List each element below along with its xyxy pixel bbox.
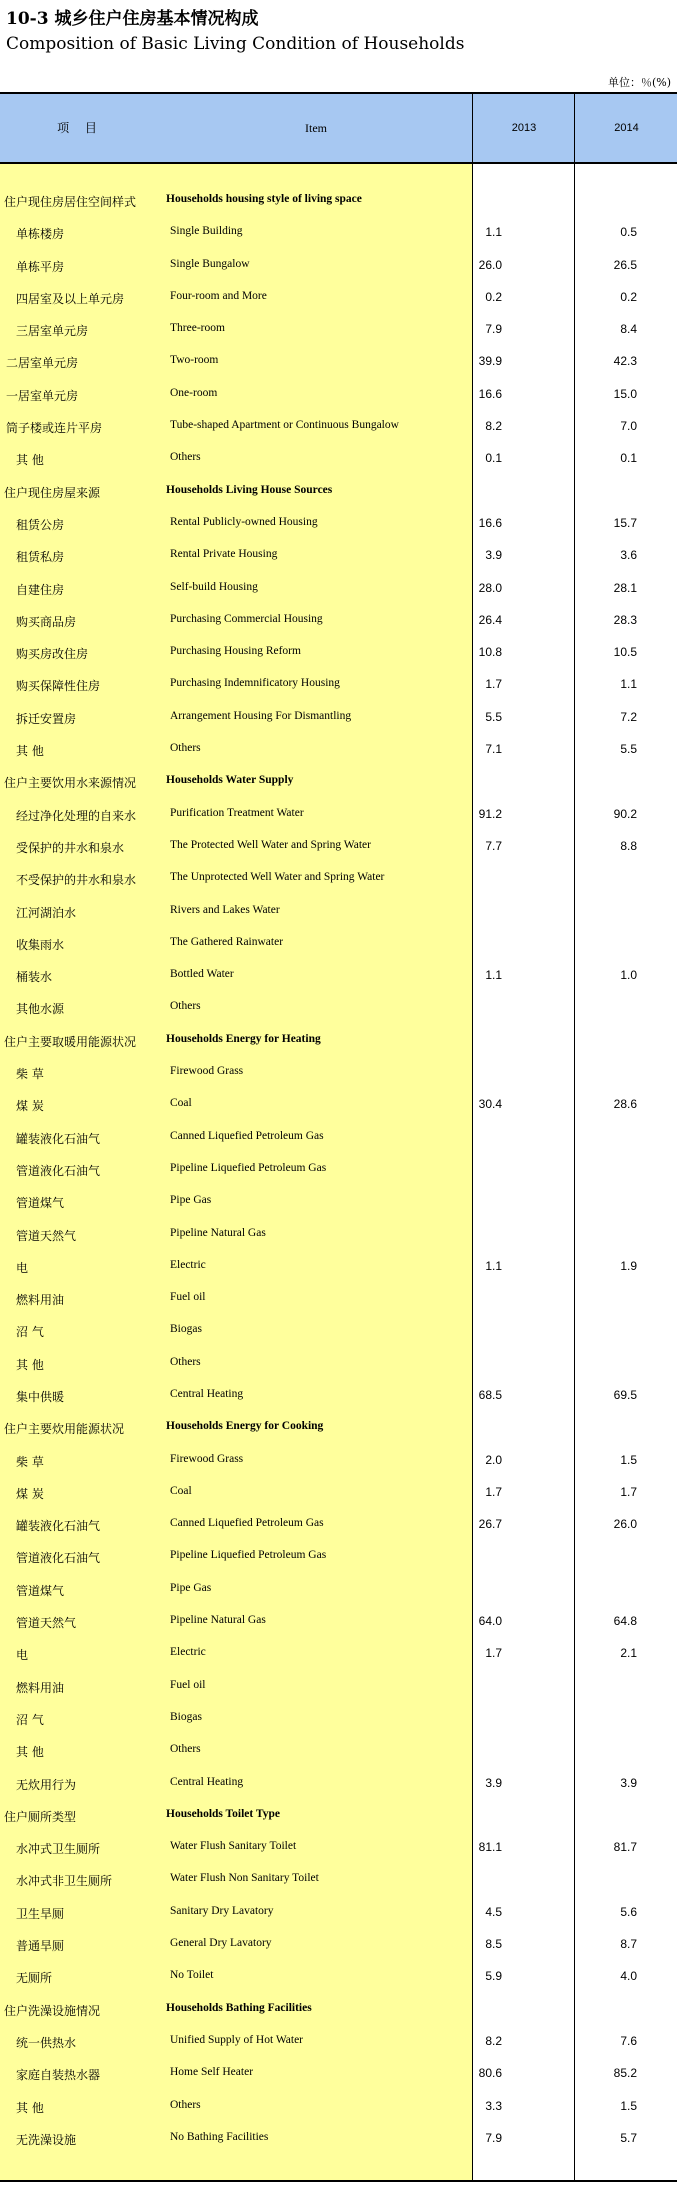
table-row [0, 636, 677, 668]
cell-item-cn: 无洗澡设施 [16, 2132, 77, 2147]
table-row [0, 1670, 677, 1702]
table-row [0, 1088, 677, 1120]
cell-item-cn: 集中供暖 [16, 1389, 65, 1404]
cell-value-2013: 1.1 [485, 1258, 502, 1273]
cell-item-cn: 筒子楼或连片平房 [6, 421, 103, 436]
cell-value-2013: 30.4 [478, 1097, 502, 1112]
cell-value-2014: 28.1 [613, 580, 637, 595]
cell-value-2013: 64.0 [478, 1614, 502, 1629]
table-row [0, 1960, 677, 1992]
cell-item-en: Sanitary Dry Lavatory [170, 1904, 274, 1917]
cell-item-en: Biogas [170, 1323, 202, 1336]
cell-item-cn: 其 他 [16, 744, 44, 759]
cell-item-en: Purchasing Commercial Housing [170, 612, 323, 625]
page-title-chinese: 10-3 城乡住户住房基本情况构成 [6, 9, 259, 29]
table-row [0, 1379, 677, 1411]
table-row [0, 830, 677, 862]
cell-value-2013: 0.1 [485, 451, 502, 466]
cell-item-cn: 电 [16, 1260, 29, 1275]
cell-item-en: Water Flush Non Sanitary Toilet [170, 1872, 319, 1885]
cell-item-en: The Gathered Rainwater [170, 935, 284, 948]
table-row [0, 1282, 677, 1314]
table-row [0, 2025, 677, 2057]
table-row [0, 1831, 677, 1863]
cell-item-en: Tube-shaped Apartment or Continuous Bungalow [170, 419, 399, 432]
cell-value-2013: 0.2 [485, 289, 502, 304]
cell-item-en: Firewood Grass [170, 1065, 244, 1078]
cell-item-en: Canned Liquefied Petroleum Gas [170, 1129, 324, 1142]
cell-item-cn: 其 他 [16, 1357, 44, 1372]
cell-value-2013: 1.1 [485, 225, 502, 240]
cell-value-2014: 5.6 [620, 1904, 637, 1919]
table-row [0, 604, 677, 636]
table-row [0, 249, 677, 281]
cell-value-2013: 8.2 [485, 419, 502, 434]
cell-value-2014: 7.2 [620, 709, 637, 724]
table-row [0, 345, 677, 377]
section-row [0, 475, 677, 507]
cell-item-en: Single Building [170, 225, 243, 238]
cell-item-cn: 购买商品房 [16, 614, 77, 629]
cell-value-2014: 8.7 [620, 1937, 637, 1952]
cell-item-en: Fuel oil [170, 1291, 206, 1304]
cell-value-2013: 16.6 [478, 386, 502, 401]
cell-item-en: Self-build Housing [170, 580, 258, 593]
header-item-cn: 项 目 [57, 121, 103, 135]
cell-value-2014: 26.5 [613, 257, 637, 272]
cell-value-2013: 81.1 [478, 1840, 502, 1855]
cell-item-cn: 管道天然气 [16, 1228, 77, 1243]
cell-item-cn: 卫生旱厕 [16, 1906, 65, 1921]
cell-item-cn: 购买保障性住房 [16, 679, 101, 694]
cell-item-cn: 三居室单元房 [16, 324, 89, 339]
table-row [0, 668, 677, 700]
cell-item-en: Electric [170, 1258, 206, 1271]
cell-item-en: Others [170, 451, 201, 464]
cell-item-cn: 燃料用油 [16, 1293, 65, 1308]
header-year-2013: 2013 [511, 122, 537, 134]
cell-item-cn: 收集雨水 [16, 937, 65, 952]
cell-item-cn: 租赁私房 [16, 550, 65, 565]
cell-value-2014: 28.6 [613, 1097, 637, 1112]
cell-item-cn: 水冲式非卫生厕所 [16, 1874, 113, 1889]
cell-item-en: Others [170, 1000, 201, 1013]
cell-item-en: Households housing style of living space [166, 193, 362, 205]
section-row [0, 1024, 677, 1056]
cell-value-2014: 1.5 [620, 1452, 637, 1467]
section-row [0, 765, 677, 797]
table-row [0, 442, 677, 474]
cell-value-2013: 1.7 [485, 1646, 502, 1661]
cell-item-cn: 住户主要饮用水来源情况 [4, 776, 137, 791]
table-row [0, 378, 677, 410]
cell-item-en: Others [170, 1355, 201, 1368]
table-row [0, 1702, 677, 1734]
table-row [0, 572, 677, 604]
table-row [0, 701, 677, 733]
header-year-2014: 2014 [614, 122, 639, 134]
cell-item-en: Households Energy for Cooking [166, 1420, 324, 1433]
cell-item-cn: 其 他 [16, 2100, 44, 2115]
header-item-en: Item [305, 121, 327, 135]
cell-item-cn: 燃料用油 [16, 1680, 65, 1695]
cell-item-cn: 罐装液化石油气 [16, 1131, 101, 1146]
cell-value-2013: 26.0 [478, 257, 502, 272]
cell-item-en: Others [170, 2098, 201, 2111]
table-header [0, 92, 677, 164]
cell-item-en: Canned Liquefied Petroleum Gas [170, 1517, 324, 1530]
cell-item-cn: 经过净化处理的自来水 [16, 808, 137, 823]
unit-label: 单位：％(%) [607, 76, 671, 89]
cell-value-2014: 1.0 [620, 968, 637, 983]
cell-item-en: Electric [170, 1646, 206, 1659]
cell-value-2013: 26.4 [478, 612, 502, 627]
cell-item-en: One-room [170, 386, 218, 399]
table-row [0, 1734, 677, 1766]
table-row [0, 959, 677, 991]
cell-value-2014: 85.2 [613, 2066, 637, 2081]
cell-item-cn: 管道天然气 [16, 1616, 77, 1631]
cell-value-2014: 0.5 [620, 225, 637, 240]
table-row [0, 539, 677, 571]
cell-value-2014: 10.5 [613, 645, 637, 660]
cell-item-cn: 租赁公房 [16, 517, 65, 532]
cell-item-cn: 拆迁安置房 [16, 711, 77, 726]
cell-value-2014: 3.9 [620, 1775, 637, 1790]
cell-value-2014: 8.4 [620, 322, 637, 337]
cell-item-cn: 住户主要取暖用能源状况 [4, 1034, 137, 1049]
cell-item-en: Four-room and More [170, 289, 267, 302]
cell-item-cn: 桶装水 [16, 970, 53, 985]
table-row [0, 927, 677, 959]
table-row [0, 281, 677, 313]
page-title-english: Composition of Basic Living Condition of Households [6, 34, 465, 54]
cell-item-en: No Toilet [170, 1969, 214, 1982]
cell-item-en: Households Water Supply [166, 774, 294, 787]
table-row [0, 1185, 677, 1217]
cell-item-en: Purification Treatment Water [170, 806, 304, 819]
cell-item-cn: 煤 炭 [16, 1486, 44, 1501]
cell-item-en: Purchasing Indemnificatory Housing [170, 677, 340, 690]
cell-value-2013: 7.9 [485, 322, 502, 337]
cell-item-en: Coal [170, 1484, 192, 1497]
cell-item-en: Purchasing Housing Reform [170, 645, 301, 658]
cell-value-2013: 8.5 [485, 1937, 502, 1952]
cell-value-2014: 5.5 [620, 742, 637, 757]
table-row [0, 313, 677, 345]
cell-value-2014: 1.9 [620, 1258, 637, 1273]
cell-value-2014: 5.7 [620, 2130, 637, 2145]
cell-item-en: Firewood Grass [170, 1452, 244, 1465]
cell-value-2014: 1.7 [620, 1484, 637, 1499]
cell-item-cn: 住户现住房居住空间样式 [4, 195, 137, 209]
section-row [0, 1993, 677, 2025]
table-row [0, 1767, 677, 1799]
cell-value-2013: 1.7 [485, 1484, 502, 1499]
table-row [0, 410, 677, 442]
table-row [0, 1928, 677, 1960]
cell-item-en: Rental Publicly-owned Housing [170, 515, 318, 528]
cell-item-en: Others [170, 742, 201, 755]
table-rows [0, 184, 677, 2154]
cell-item-cn: 普通旱厕 [16, 1939, 65, 1954]
cell-value-2013: 3.3 [485, 2098, 502, 2113]
cell-item-cn: 购买房改住房 [16, 647, 89, 662]
cell-item-cn: 管道煤气 [16, 1196, 65, 1211]
cell-value-2013: 5.5 [485, 709, 502, 724]
cell-item-cn: 二居室单元房 [6, 356, 79, 371]
cell-item-cn: 不受保护的井水和泉水 [16, 873, 137, 888]
cell-value-2013: 7.7 [485, 838, 502, 853]
table-row [0, 1863, 677, 1895]
cell-value-2014: 4.0 [620, 1969, 637, 1984]
cell-item-en: Unified Supply of Hot Water [170, 2033, 304, 2046]
cell-item-cn: 罐装液化石油气 [16, 1519, 101, 1534]
table-row [0, 733, 677, 765]
cell-value-2014: 0.2 [620, 289, 637, 304]
cell-value-2013: 26.7 [478, 1517, 502, 1532]
cell-item-en: Central Heating [170, 1775, 244, 1788]
section-row [0, 1799, 677, 1831]
cell-item-cn: 四居室及以上单元房 [16, 291, 125, 306]
cell-item-cn: 其 他 [16, 1745, 44, 1760]
table-row [0, 1347, 677, 1379]
cell-value-2014: 15.7 [613, 515, 637, 530]
cell-item-cn: 其 他 [16, 453, 44, 468]
cell-value-2013: 7.1 [485, 742, 502, 757]
cell-item-cn: 一居室单元房 [6, 388, 79, 403]
cell-value-2014: 81.7 [613, 1840, 637, 1855]
cell-item-cn: 沼 气 [16, 1712, 44, 1727]
cell-value-2013: 1.7 [485, 677, 502, 692]
cell-item-cn: 无炊用行为 [16, 1777, 77, 1792]
cell-item-en: Two-room [170, 354, 219, 367]
table-row [0, 1444, 677, 1476]
cell-item-en: Bottled Water [170, 968, 234, 981]
cell-item-cn: 江河湖泊水 [16, 905, 77, 920]
cell-item-cn: 其他水源 [16, 1002, 65, 1017]
cell-item-en: Coal [170, 1097, 192, 1110]
header-divider [472, 94, 473, 162]
cell-item-en: Households Living House Sources [166, 483, 333, 496]
cell-item-en: Rental Private Housing [170, 548, 278, 561]
cell-item-cn: 柴 草 [16, 1067, 44, 1082]
cell-item-cn: 住户主要炊用能源状况 [4, 1422, 125, 1437]
table-row [0, 1637, 677, 1669]
cell-item-en: Fuel oil [170, 1678, 206, 1691]
table-row [0, 1250, 677, 1282]
cell-value-2014: 28.3 [613, 612, 637, 627]
cell-value-2013: 2.0 [485, 1452, 502, 1467]
cell-value-2013: 10.8 [478, 645, 502, 660]
cell-value-2014: 1.5 [620, 2098, 637, 2113]
table-row [0, 507, 677, 539]
cell-item-cn: 管道液化石油气 [16, 1551, 101, 1566]
table-row [0, 1540, 677, 1572]
table-row [0, 798, 677, 830]
data-table [0, 92, 677, 2182]
cell-item-cn: 单栋楼房 [16, 227, 65, 242]
cell-item-cn: 电 [16, 1648, 29, 1663]
cell-item-cn: 住户厕所类型 [4, 1809, 77, 1824]
cell-value-2014: 15.0 [613, 386, 637, 401]
cell-item-cn: 受保护的井水和泉水 [16, 840, 125, 855]
table-row [0, 991, 677, 1023]
cell-item-en: Pipeline Liquefied Petroleum Gas [170, 1161, 327, 1174]
cell-item-cn: 水冲式卫生厕所 [16, 1842, 101, 1857]
cell-item-cn: 无厕所 [16, 1971, 53, 1986]
cell-value-2014: 7.6 [620, 2033, 637, 2048]
cell-value-2014: 3.6 [620, 548, 637, 563]
table-row [0, 1218, 677, 1250]
cell-item-en: Three-room [170, 322, 225, 335]
cell-value-2014: 0.1 [620, 451, 637, 466]
cell-value-2014: 7.0 [620, 419, 637, 434]
cell-value-2013: 5.9 [485, 1969, 502, 1984]
cell-value-2014: 2.1 [620, 1646, 637, 1661]
cell-value-2013: 3.9 [485, 1775, 502, 1790]
cell-item-en: The Unprotected Well Water and Spring Water [170, 871, 385, 884]
section-row [0, 184, 677, 216]
cell-item-cn: 住户现住房屋来源 [4, 485, 101, 500]
cell-value-2014: 1.1 [620, 677, 637, 692]
cell-item-en: Others [170, 1743, 201, 1756]
cell-item-cn: 煤 炭 [16, 1099, 44, 1114]
table-row [0, 2090, 677, 2122]
table-row [0, 895, 677, 927]
cell-item-cn: 管道煤气 [16, 1583, 65, 1598]
cell-value-2013: 8.2 [485, 2033, 502, 2048]
cell-item-en: Biogas [170, 1710, 202, 1723]
table-row [0, 2057, 677, 2089]
cell-value-2014: 64.8 [613, 1614, 637, 1629]
cell-item-en: Single Bungalow [170, 257, 250, 270]
cell-item-en: No Bathing Facilities [170, 2130, 269, 2143]
table-row [0, 2122, 677, 2154]
cell-item-en: Pipeline Natural Gas [170, 1614, 266, 1627]
cell-item-en: Households Toilet Type [166, 1807, 280, 1820]
table-row [0, 1573, 677, 1605]
cell-value-2013: 39.9 [478, 354, 502, 369]
cell-value-2013: 1.1 [485, 968, 502, 983]
cell-value-2013: 28.0 [478, 580, 502, 595]
cell-item-cn: 单栋平房 [16, 259, 65, 274]
cell-value-2014: 69.5 [613, 1387, 637, 1402]
header-divider [574, 94, 575, 162]
cell-item-en: Pipeline Liquefied Petroleum Gas [170, 1549, 327, 1562]
cell-item-cn: 沼 气 [16, 1325, 44, 1340]
table-row [0, 216, 677, 248]
table-row [0, 1605, 677, 1637]
cell-value-2013: 16.6 [478, 515, 502, 530]
cell-item-en: Water Flush Sanitary Toilet [170, 1840, 297, 1853]
table-row [0, 1056, 677, 1088]
cell-item-en: The Protected Well Water and Spring Water [170, 838, 371, 851]
cell-item-en: Pipeline Natural Gas [170, 1226, 266, 1239]
cell-item-en: Central Heating [170, 1387, 244, 1400]
cell-item-en: Rivers and Lakes Water [170, 903, 280, 916]
cell-item-cn: 柴 草 [16, 1454, 44, 1469]
section-row [0, 1411, 677, 1443]
cell-value-2013: 80.6 [478, 2066, 502, 2081]
cell-value-2013: 4.5 [485, 1904, 502, 1919]
cell-item-en: Households Bathing Facilities [166, 2001, 312, 2014]
cell-value-2013: 7.9 [485, 2130, 502, 2145]
table-row [0, 1508, 677, 1540]
cell-item-en: Pipe Gas [170, 1194, 212, 1207]
cell-item-en: Pipe Gas [170, 1581, 212, 1594]
table-row [0, 1476, 677, 1508]
table-row [0, 1896, 677, 1928]
table-row [0, 862, 677, 894]
cell-value-2013: 68.5 [478, 1387, 502, 1402]
cell-item-en: Arrangement Housing For Dismantling [170, 709, 352, 722]
cell-item-en: Home Self Heater [170, 2066, 254, 2079]
cell-value-2014: 90.2 [613, 806, 637, 821]
cell-item-cn: 统一供热水 [16, 2035, 77, 2050]
cell-value-2014: 26.0 [613, 1517, 637, 1532]
cell-value-2013: 3.9 [485, 548, 502, 563]
cell-item-cn: 家庭自装热水器 [16, 2068, 101, 2083]
cell-item-cn: 自建住房 [16, 582, 65, 597]
cell-item-en: General Dry Lavatory [170, 1937, 272, 1950]
cell-item-cn: 管道液化石油气 [16, 1163, 101, 1178]
table-row [0, 1153, 677, 1185]
cell-item-en: Households Energy for Heating [166, 1032, 321, 1045]
cell-item-cn: 住户洗澡设施情况 [4, 2003, 101, 2018]
table-row [0, 1314, 677, 1346]
cell-value-2014: 42.3 [613, 354, 637, 369]
table-row [0, 1121, 677, 1153]
table-body [0, 164, 677, 2182]
cell-value-2014: 8.8 [620, 838, 637, 853]
cell-value-2013: 91.2 [478, 806, 502, 821]
